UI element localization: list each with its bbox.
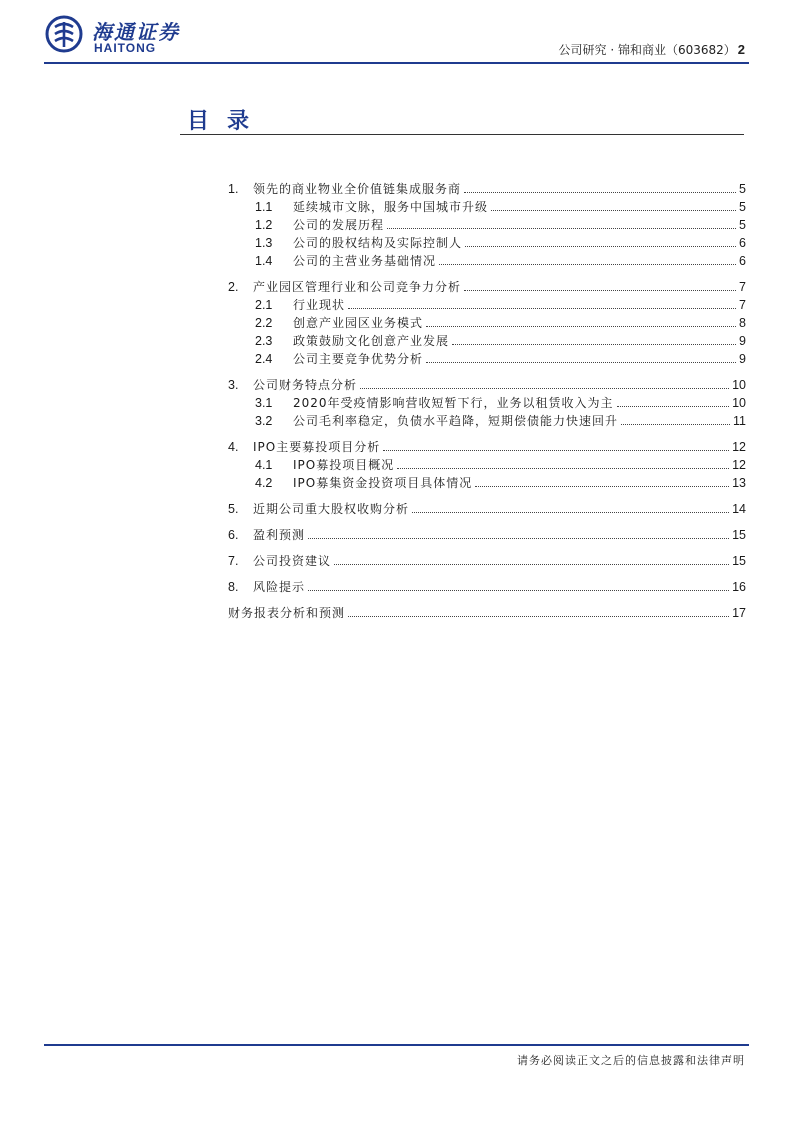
toc-entry-label: 财务报表分析和预测 — [228, 606, 346, 620]
toc-entry-page: 16 — [732, 580, 746, 594]
toc-leader-dots — [348, 307, 736, 309]
toc-entry[interactable] — [228, 374, 746, 392]
toc-entry[interactable] — [228, 576, 746, 594]
toc-entry-page: 5 — [739, 200, 746, 214]
toc-entry[interactable] — [228, 524, 746, 542]
toc-leader-dots — [334, 563, 729, 565]
toc-entry[interactable] — [228, 348, 746, 366]
toc-entry-label: 公司的股权结构及实际控制人 — [293, 236, 463, 250]
toc-leader-dots — [465, 245, 736, 247]
toc-leader-dots — [308, 537, 729, 539]
toc-entry[interactable] — [228, 250, 746, 268]
toc-entry-page: 17 — [732, 606, 746, 620]
toc-leader-dots — [360, 387, 729, 389]
toc-entry[interactable] — [228, 276, 746, 294]
toc-entry-page: 6 — [739, 236, 746, 250]
toc-leader-dots — [426, 325, 736, 327]
toc-entry-label: 盈利预测 — [253, 528, 306, 542]
toc-leader-dots — [475, 485, 729, 487]
toc-entry-label: 延续城市文脉，服务中国城市升级 — [293, 200, 489, 214]
toc-entry[interactable] — [228, 472, 746, 490]
toc-entry-page: 7 — [739, 280, 746, 294]
toc-entry-page: 12 — [732, 440, 746, 454]
toc-entry-label: 公司主要竞争优势分析 — [293, 352, 424, 366]
toc-entry-number: 8. — [228, 580, 239, 594]
toc-entry-page: 12 — [732, 458, 746, 472]
toc-entry-number: 2.3 — [255, 334, 273, 348]
toc-leader-dots — [491, 209, 736, 211]
header-rule — [44, 62, 749, 64]
toc-entry-number: 2.4 — [255, 352, 273, 366]
toc-entry-label: 风险提示 — [253, 580, 306, 594]
title-rule — [180, 134, 744, 135]
toc-entry-number: 3.1 — [255, 396, 273, 410]
toc-entry-number: 5. — [228, 502, 239, 516]
toc-entry-number: 4.1 — [255, 458, 273, 472]
toc-entry-label: 产业园区管理行业和公司竞争力分析 — [253, 280, 462, 294]
toc-entry-number: 7. — [228, 554, 239, 568]
toc-entry[interactable] — [228, 178, 746, 196]
haitong-logo — [44, 14, 204, 60]
toc-entry-number: 1.3 — [255, 236, 273, 250]
toc-entry-label: 近期公司重大股权收购分析 — [253, 502, 410, 516]
toc-entry-label: IPO主要募投项目分析 — [253, 440, 381, 454]
toc-entry-number: 4.2 — [255, 476, 273, 490]
toc-entry-label: 公司毛利率稳定，负债水平趋降，短期偿债能力快速回升 — [293, 414, 619, 428]
toc-entry[interactable] — [228, 602, 746, 620]
toc-entry-number: 2.1 — [255, 298, 273, 312]
toc-entry[interactable] — [228, 410, 746, 428]
toc-leader-dots — [452, 343, 736, 345]
toc-entry-page: 15 — [732, 528, 746, 542]
toc-leader-dots — [397, 467, 729, 469]
toc-leader-dots — [412, 511, 729, 513]
toc-entry-label: 创意产业园区业务模式 — [293, 316, 424, 330]
running-head-text: 公司研究 · 锦和商业（603682） — [558, 43, 736, 57]
toc-entry-number: 3. — [228, 378, 239, 392]
toc-entry-page: 5 — [739, 218, 746, 232]
toc-leader-dots — [383, 449, 729, 451]
toc-entry-page: 7 — [739, 298, 746, 312]
toc-entry[interactable] — [228, 196, 746, 214]
toc-entry-number: 1.2 — [255, 218, 273, 232]
toc-entry-page: 9 — [739, 352, 746, 366]
toc-entry-number: 1.1 — [255, 200, 273, 214]
logo-chinese-name: 海通证券 — [92, 20, 180, 44]
toc-entry-label: 公司财务特点分析 — [253, 378, 358, 392]
toc-entry-page: 6 — [739, 254, 746, 268]
toc-leader-dots — [426, 361, 736, 363]
toc-entry-page: 9 — [739, 334, 746, 348]
toc-entry[interactable] — [228, 454, 746, 472]
footer-disclaimer: 请务必阅读正文之后的信息披露和法律声明 — [517, 1054, 745, 1067]
toc-entry-page: 10 — [732, 396, 746, 410]
toc-entry[interactable] — [228, 294, 746, 312]
toc-entry[interactable] — [228, 330, 746, 348]
toc-entry-number: 2. — [228, 280, 239, 294]
toc-entry[interactable] — [228, 232, 746, 250]
toc-entry-label: 政策鼓励文化创意产业发展 — [293, 334, 450, 348]
toc-leader-dots — [387, 227, 736, 229]
toc-leader-dots — [464, 191, 736, 193]
haitong-emblem-icon — [44, 14, 84, 54]
toc-entry[interactable] — [228, 550, 746, 568]
toc-entry-page: 10 — [732, 378, 746, 392]
toc-entry-label: 公司的主营业务基础情况 — [293, 254, 437, 268]
toc-entry[interactable] — [228, 498, 746, 516]
toc-entry-label: IPO募投项目概况 — [293, 458, 395, 472]
toc-entry-label: 2020年受疫情影响营收短暂下行，业务以租赁收入为主 — [293, 396, 614, 410]
page-number: 2 — [737, 42, 745, 57]
page-header — [0, 0, 793, 66]
toc-entry-page: 5 — [739, 182, 746, 196]
toc-entry-label: 公司的发展历程 — [293, 218, 385, 232]
running-head — [559, 41, 746, 58]
toc-entry-label: IPO募集资金投资项目具体情况 — [293, 476, 473, 490]
toc-entry-number: 2.2 — [255, 316, 273, 330]
toc-entry-label: 行业现状 — [293, 298, 346, 312]
toc-leader-dots — [308, 589, 729, 591]
toc-leader-dots — [439, 263, 736, 265]
toc-entry-page: 15 — [732, 554, 746, 568]
toc-entry[interactable] — [228, 436, 746, 454]
toc-entry[interactable] — [228, 392, 746, 410]
toc-entry-number: 6. — [228, 528, 239, 542]
toc-entry-number: 1. — [228, 182, 239, 196]
toc-entry-number: 3.2 — [255, 414, 273, 428]
toc-leader-dots — [621, 423, 730, 425]
toc-entry-page: 11 — [733, 414, 746, 428]
toc-leader-dots — [464, 289, 736, 291]
toc-entry-number: 1.4 — [255, 254, 273, 268]
footer-rule — [44, 1044, 749, 1046]
toc-entry-page: 8 — [739, 316, 746, 330]
toc-entry-label: 领先的商业物业全价值链集成服务商 — [253, 182, 462, 196]
toc-entry[interactable] — [228, 214, 746, 232]
logo-english-name: HAITONG — [94, 41, 157, 55]
toc-entry-label: 公司投资建议 — [253, 554, 332, 568]
toc-leader-dots — [348, 615, 729, 617]
toc-entry-number: 4. — [228, 440, 239, 454]
toc-leader-dots — [617, 405, 730, 407]
table-of-contents — [228, 178, 746, 620]
toc-entry-page: 14 — [732, 502, 746, 516]
toc-entry-page: 13 — [732, 476, 746, 490]
page-title: 目录 — [187, 109, 268, 134]
toc-entry[interactable] — [228, 312, 746, 330]
